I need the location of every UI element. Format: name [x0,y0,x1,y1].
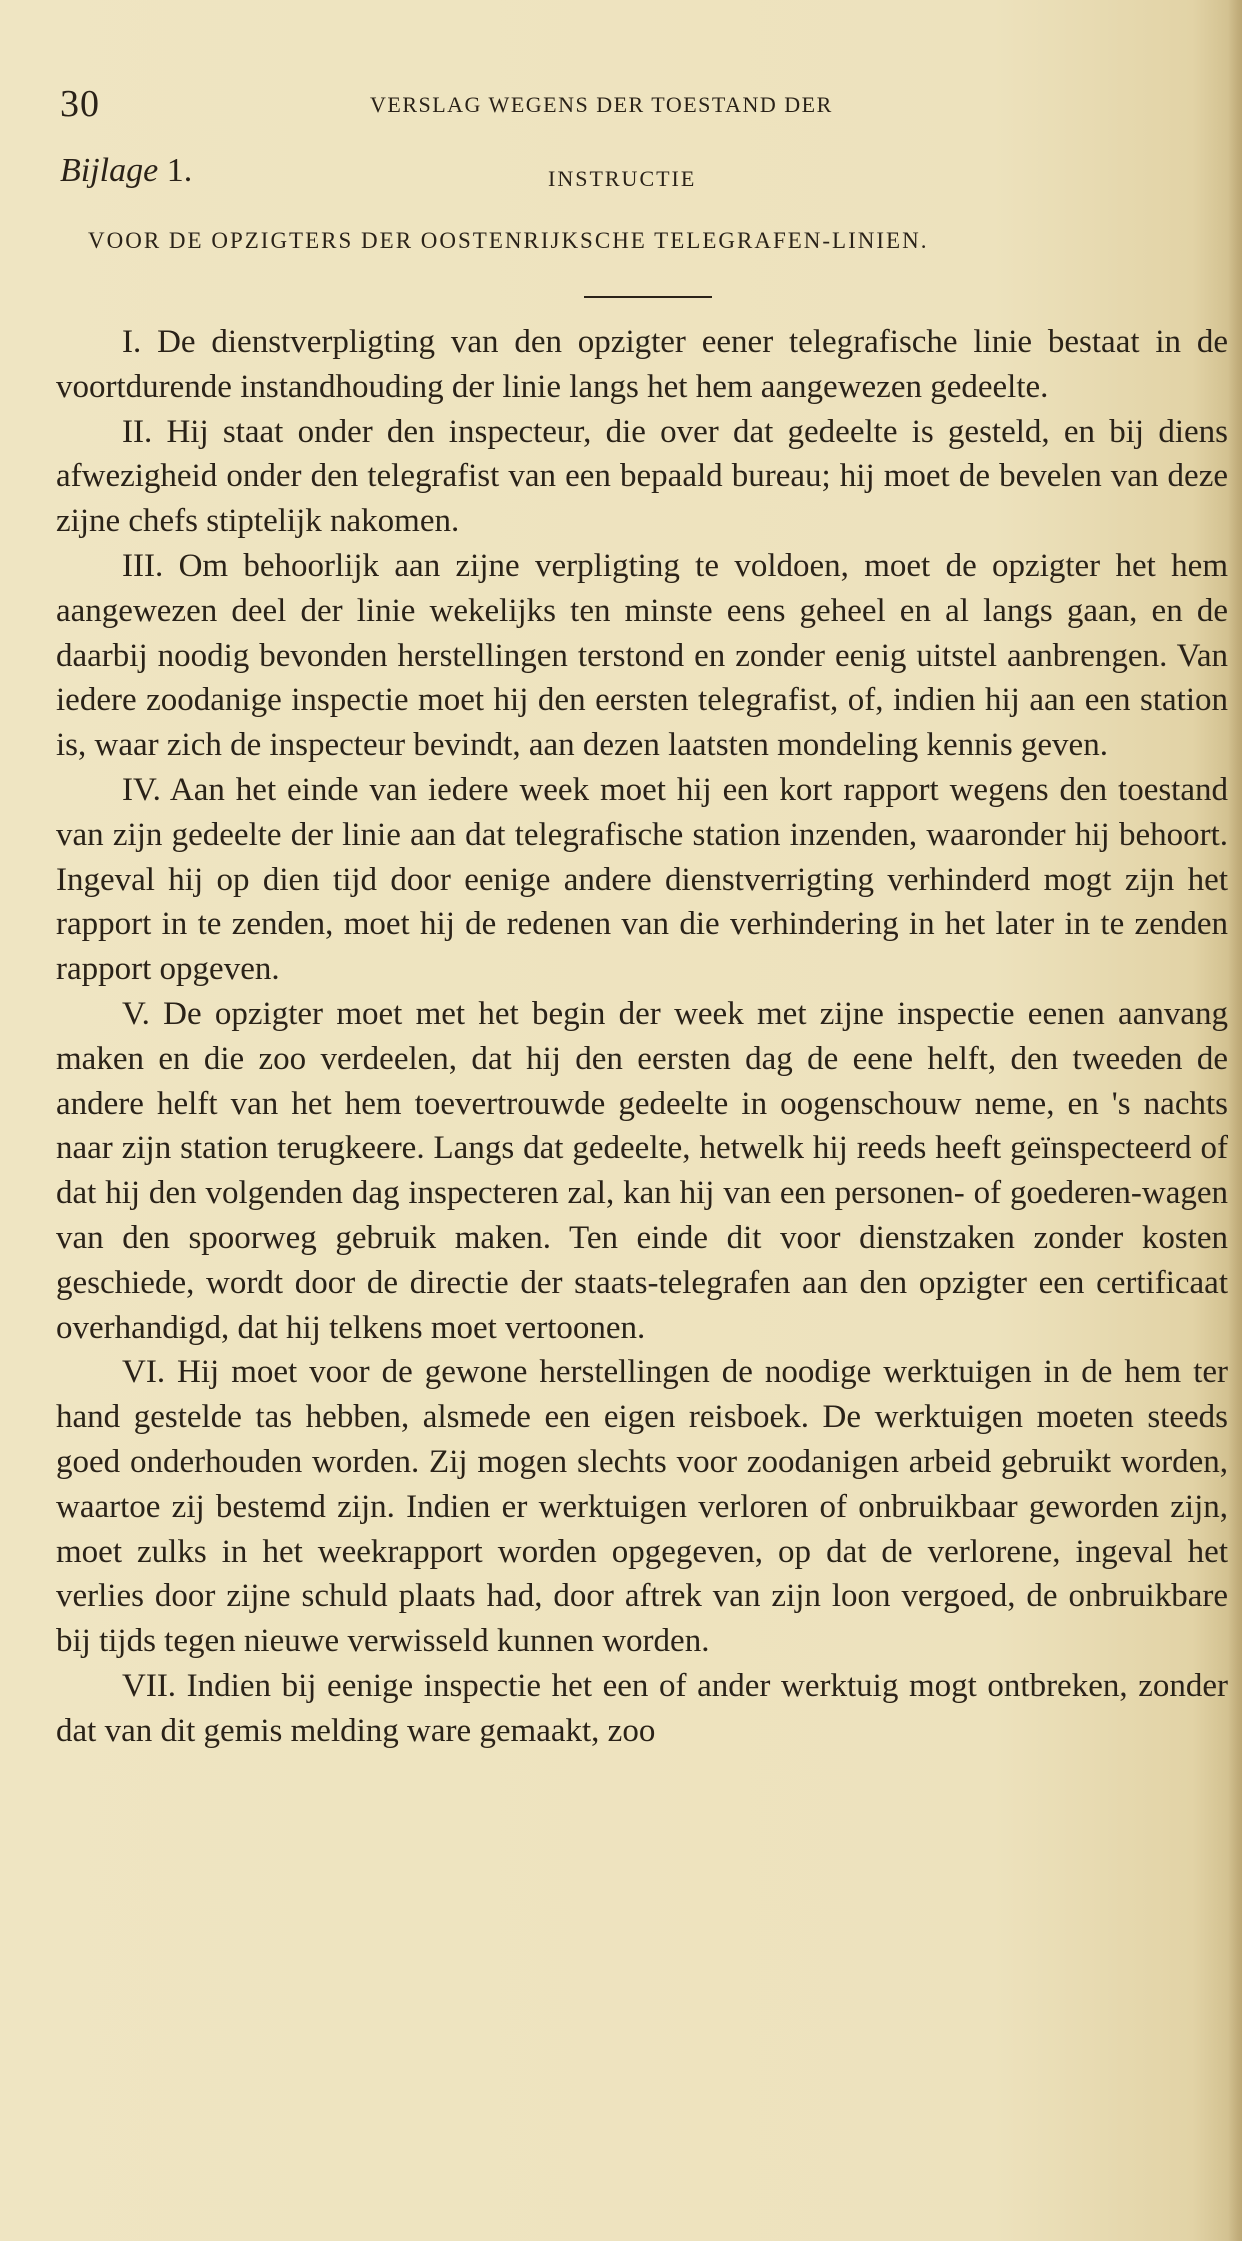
page-number: 30 [60,83,100,125]
document-subtitle: VOOR DE OPZIGTERS DER OOSTENRIJKSCHE TELEGRAFEN-LINIEN. [88,228,929,253]
document-title: INSTRUCTIE [548,166,697,191]
page-header [60,82,1240,132]
appendix-label [60,152,192,190]
instruction-body [56,320,1228,1754]
appendix-number: 1. [166,152,193,189]
appendix-word: Bijlage [60,152,159,189]
paragraph-5: V. De opzigter moet met het begin der week met zijne inspectie eenen aanvang maken en die zoo verdeelen, dat hij den eersten dag de eene helft, den tweeden de andere helft van het hem toevertrouwde gedeelte in oogenschouw neme, en 's nachts naar zijn station terugkeere. Langs dat gedeelte, hetwelk hij reeds heeft geïnspecteerd of dat hij den volgenden dag inspecteren zal, kan hij van een personen- of goederen-wagen van den spoorweg gebruik maken. Ten einde dit voor dienstzaken zonder kosten geschiede, wordt door de directie der staats-telegrafen aan den opzigter een certificaat overhandigd, dat hij telkens moet vertoonen. [56,995,1228,1346]
paragraph-4: IV. Aan het einde van iedere week moet hij een kort rapport wegens den toestand van zijn gedeelte der linie aan dat telegrafische station inzenden, waaronder hij behoort. Ingeval hij op dien tijd door eenige andere dienstverrigting verhinderd mogt zijn het rapport in te zenden, moet hij de redenen van die verhindering in het later in te zenden rapport opgeven. [56,771,1228,988]
paragraph-2: II. Hij staat onder den inspecteur, die over dat gedeelte is gesteld, en bij diens afwezigheid onder den telegrafist van een bepaald bureau; hij moet de bevelen van deze zijne chefs stiptelijk nakomen. [56,413,1228,540]
page-edge-shadow [1228,0,1242,2241]
title-rule [584,296,712,298]
running-head: VERSLAG WEGENS DER TOESTAND DER [370,92,833,117]
paragraph-7: VII. Indien bij eenige inspectie het een of ander werktuig mogt ontbreken, zonder dat van dit gemis melding ware gemaakt, zoo [56,1667,1228,1749]
paragraph-3: III. Om behoorlijk aan zijne verpligting te voldoen, moet de opzigter het hem aangewezen deel der linie wekelijks ten minste eens geheel en al langs gaan, en de daarbij noodig bevonden herstellingen terstond en zonder eenig uitstel aanbrengen. Van iedere zoodanige inspectie moet hij den eersten telegrafist, of, indien hij aan een station is, waar zich de inspecteur bevindt, aan dezen laatsten mondeling kennis geven. [56,547,1228,764]
paragraph-6: VI. Hij moet voor de gewone herstellingen de noodige werktuigen in de hem ter hand gestelde tas hebben, alsmede een eigen reisboek. De werktuigen moeten steeds goed onderhouden worden. Zij mogen slechts voor zoodanigen arbeid gebruikt worden, waartoe zij bestemd zijn. Indien er werktuigen verloren of onbruikbaar geworden zijn, moet zulks in het weekrapport worden opgegeven, op dat de verlorene, ingeval het verlies door zijne schuld plaats had, door aftrek van zijn loon vergoed, de onbruikbare bij tijds tegen nieuwe verwisseld kunnen worden. [56,1354,1228,1660]
appendix-heading [60,152,1240,202]
paragraph-1: I. De dienstverpligting van den opzigter eener telegrafische linie bestaat in de voortdurende instandhouding der linie langs het hem aangewezen gedeelte. [56,324,1228,405]
